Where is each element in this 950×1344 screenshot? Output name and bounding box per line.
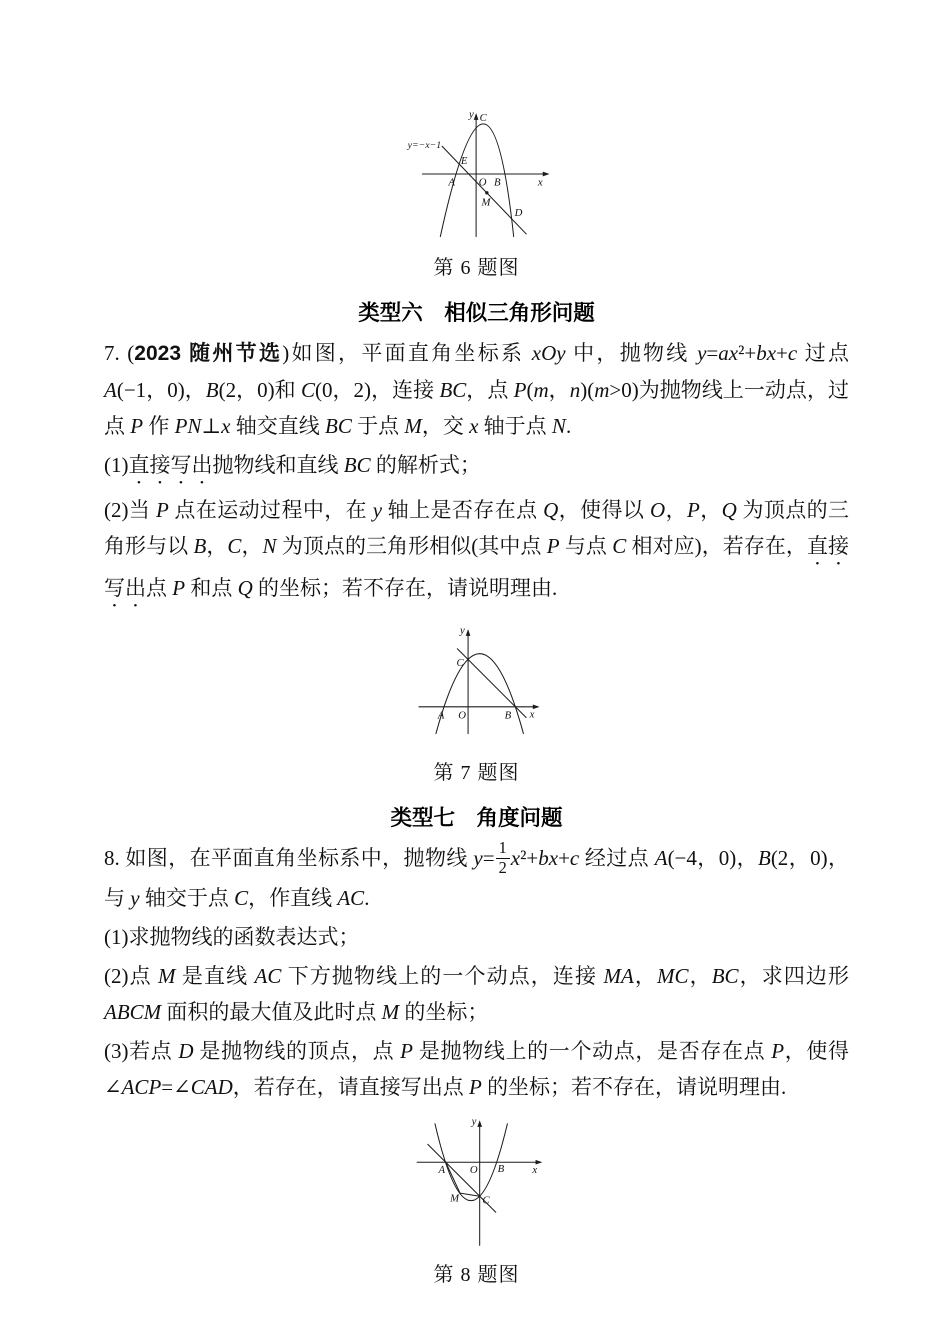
point-label-b: B — [493, 176, 501, 189]
y-axis-arrow-icon — [477, 1120, 482, 1127]
point-label-o: O — [469, 1163, 478, 1176]
problem-8-part-2: (2)点 M 是直线 AC 下方抛物线上的一个动点，连接 MA，MC，BC，求四边形 ABCM 面积的最大值及此时点 M 的坐标； — [104, 963, 850, 1024]
point-label-c: C — [455, 656, 464, 669]
line-y-equals-minus-x-minus-1 — [442, 146, 526, 234]
point-label-c: C — [481, 1193, 490, 1206]
segment-am — [445, 1162, 459, 1193]
figure-8-caption: 第 8 题图 — [433, 1263, 520, 1286]
point-label-e: E — [460, 155, 467, 168]
figure-6 — [104, 106, 849, 280]
point-label-b: B — [497, 1162, 504, 1175]
point-label-a: A — [438, 1163, 445, 1176]
figure-6-plot — [392, 106, 562, 242]
label-y-axis: y — [459, 624, 465, 637]
figure-7-caption: 第 7 题图 — [433, 762, 520, 784]
label-y-axis: y — [471, 1115, 476, 1128]
point-label-m: M — [449, 1192, 459, 1205]
parabola-curve — [435, 654, 523, 734]
point-label-o: O — [478, 176, 487, 189]
section-heading-type-six: 类型六 相似三角形问题 — [358, 301, 595, 325]
label-x-axis: x — [531, 1163, 537, 1176]
figure-8-plot — [401, 1113, 553, 1249]
figure-7 — [104, 622, 849, 785]
point-label-d: D — [514, 207, 522, 220]
y-axis-arrow-icon — [465, 629, 470, 636]
point-label-a: A — [447, 176, 455, 189]
figure-6-caption: 第 6 题图 — [433, 257, 520, 279]
point-label-a: A — [437, 709, 444, 722]
point-label-o: O — [457, 709, 466, 722]
point-label-m: M — [480, 196, 490, 209]
label-x-axis: x — [537, 176, 543, 189]
x-axis-arrow-icon — [542, 172, 549, 177]
figure-8 — [104, 1113, 849, 1287]
point-label-c: C — [479, 112, 487, 125]
problem-7-part-1: (1)直接写出抛物线和直线 BC 的解析式； — [104, 453, 481, 477]
problem-7-part-2: (2)当 P 点在运动过程中，在 y 轴上是否存在点 Q，使得以 O，P，Q 为顶点的三角形与以 B，C，N 为顶点的三角形相似(其中点 P 与点 C 相对应)，若存在，直接写出点 P 和点 Q 的坐标；若不存在，请说明理由. — [104, 498, 850, 600]
line-equation-label: y=−x−1 — [407, 140, 441, 152]
problem-8-part-1: (1)求抛物线的函数表达式； — [104, 924, 360, 949]
point-m-dot — [485, 191, 488, 194]
problem-7-intro: 7. (2023 随州节选)如图，平面直角坐标系 xOy 中，抛物线 y=ax²+bx+c 过点 A(−1，0)，B(2，0)和 C(0，2)，连接 BC，点 P(m，n)(m>0)为抛物线上一动点，过点 P 作 PN⊥x 轴交直线 BC 于点 M，交 x 轴于点 N. — [104, 341, 850, 438]
figure-7-plot — [401, 622, 553, 747]
y-axis-arrow-icon — [473, 113, 478, 120]
problem-8-intro: 8. 如图，在平面直角坐标系中，抛物线 y= $\frac{1}{2}$ x²+bx+c 经过点 A(−4，0)，B(2，0)，与 y 轴交于点 C，作直线 AC. — [104, 837, 849, 910]
section-heading-type-seven: 类型七 角度问题 — [390, 806, 563, 830]
label-y-axis: y — [468, 108, 474, 121]
point-label-b: B — [504, 709, 511, 722]
problem-8-part-3: (3)若点 D 是抛物线的顶点，点 P 是抛物线上的一个动点，是否存在点 P，使得∠ACP=∠CAD，若存在，请直接写出点 P 的坐标；若不存在，请说明理由. — [104, 1038, 849, 1099]
label-x-axis: x — [529, 708, 534, 721]
